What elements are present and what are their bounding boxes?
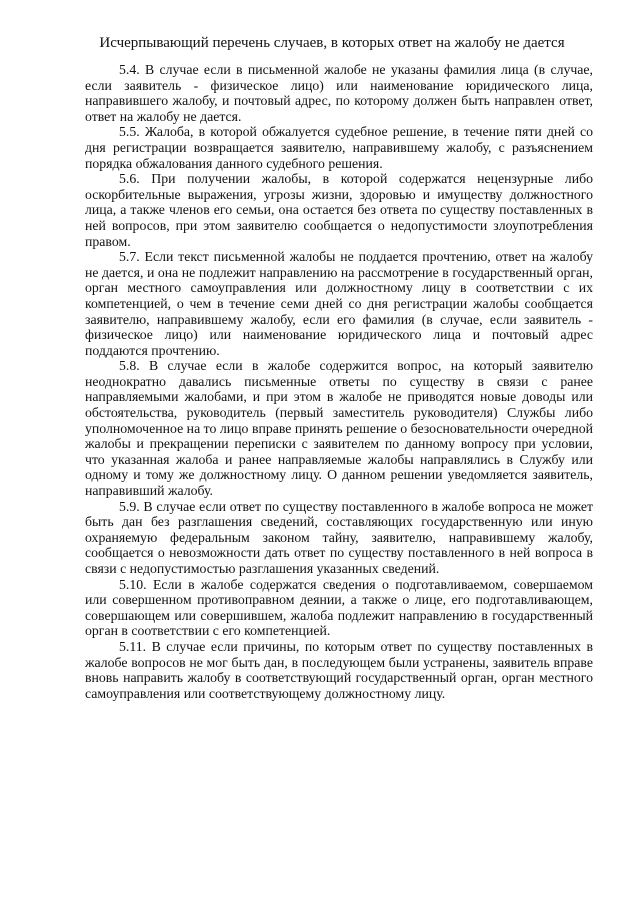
document-body xyxy=(85,62,593,701)
paragraph-5-11: 5.11. В случае если причины, по которым ответ по существу поставленных в жалобе вопросов не мог быть дан, в последующем были устранены, заявитель вправе вновь направить жалобу в соответствующий государственный орган, орган местного самоуправления или соответствующему должностному лицу. xyxy=(85,638,593,701)
document-title: Исчерпывающий перечень случаев, в которых ответ на жалобу не дается xyxy=(99,35,565,51)
paragraph-5-5: 5.5. Жалоба, в которой обжалуется судебное решение, в течение пяти дней со дня регистрации возвращается заявителю, направившему жалобу, с разъяснением порядка обжалования данного судебного решения. xyxy=(85,124,593,171)
paragraph-5-7: 5.7. Если текст письменной жалобы не поддается прочтению, ответ на жалобу не дается, и она не подлежит направлению на рассмотрение в государственный орган, орган местного самоуправления или должностному лицу в соответствии с их компетенцией, о чем в течение семи дней со дня регистрации жалобы сообщается заявителю, направившему жалобу, если его фамилия (в случае, если заявитель - физическое лицо) или наименование юридического лица и почтовый адрес поддаются прочтению. xyxy=(85,249,593,358)
paragraph-5-4: 5.4. В случае если в письменной жалобе не указаны фамилия лица (в случае, если заявитель - физическое лицо) или наименование юридического лица, направившего жалобу, и почтовый адрес, по которому должен быть направлен ответ, ответ на жалобу не дается. xyxy=(85,62,593,124)
paragraph-5-6: 5.6. При получении жалобы, в которой содержатся нецензурные либо оскорбительные выражения, угрозы жизни, здоровью и имуществу должностного лица, а также членов его семьи, она остается без ответа по существу поставленных в ней вопросов, при этом заявителю сообщается о недопустимости злоупотребления правом. xyxy=(85,171,593,249)
paragraph-5-9: 5.9. В случае если ответ по существу поставленного в жалобе вопроса не может быть дан без разглашения сведений, составляющих государственную или иную охраняемую федеральным законом тайну, заявителю, направившему жалобу, сообщается о невозможности дать ответ по существу поставленного в ней вопроса в связи с недопустимостью разглашения указанных сведений. xyxy=(85,498,593,576)
paragraph-5-8: 5.8. В случае если в жалобе содержится вопрос, на который заявителю неоднократно давались письменные ответы по существу в связи с ранее направляемыми жалобами, и при этом в жалобе не приводятся новые доводы или обстоятельства, руководитель (первый заместитель руководителя) Службы либо уполномоченное на то лицо вправе принять решение о безосновательности очередной жалобы и прекращении переписки с заявителем по данному вопросу при условии, что указанная жалоба и ранее направляемые жалобы направлялись в Службу или одному и тому же должностному лицу. О данном решении уведомляется заявитель, направивший жалобу. xyxy=(85,358,593,499)
paragraph-5-10: 5.10. Если в жалобе содержатся сведения о подготавливаемом, совершаемом или совершенном противоправном деянии, а также о лице, его подготавливающем, совершающем или совершившем, жалоба подлежит направлению в государственный орган в соответствии с его компетенцией. xyxy=(85,576,593,639)
